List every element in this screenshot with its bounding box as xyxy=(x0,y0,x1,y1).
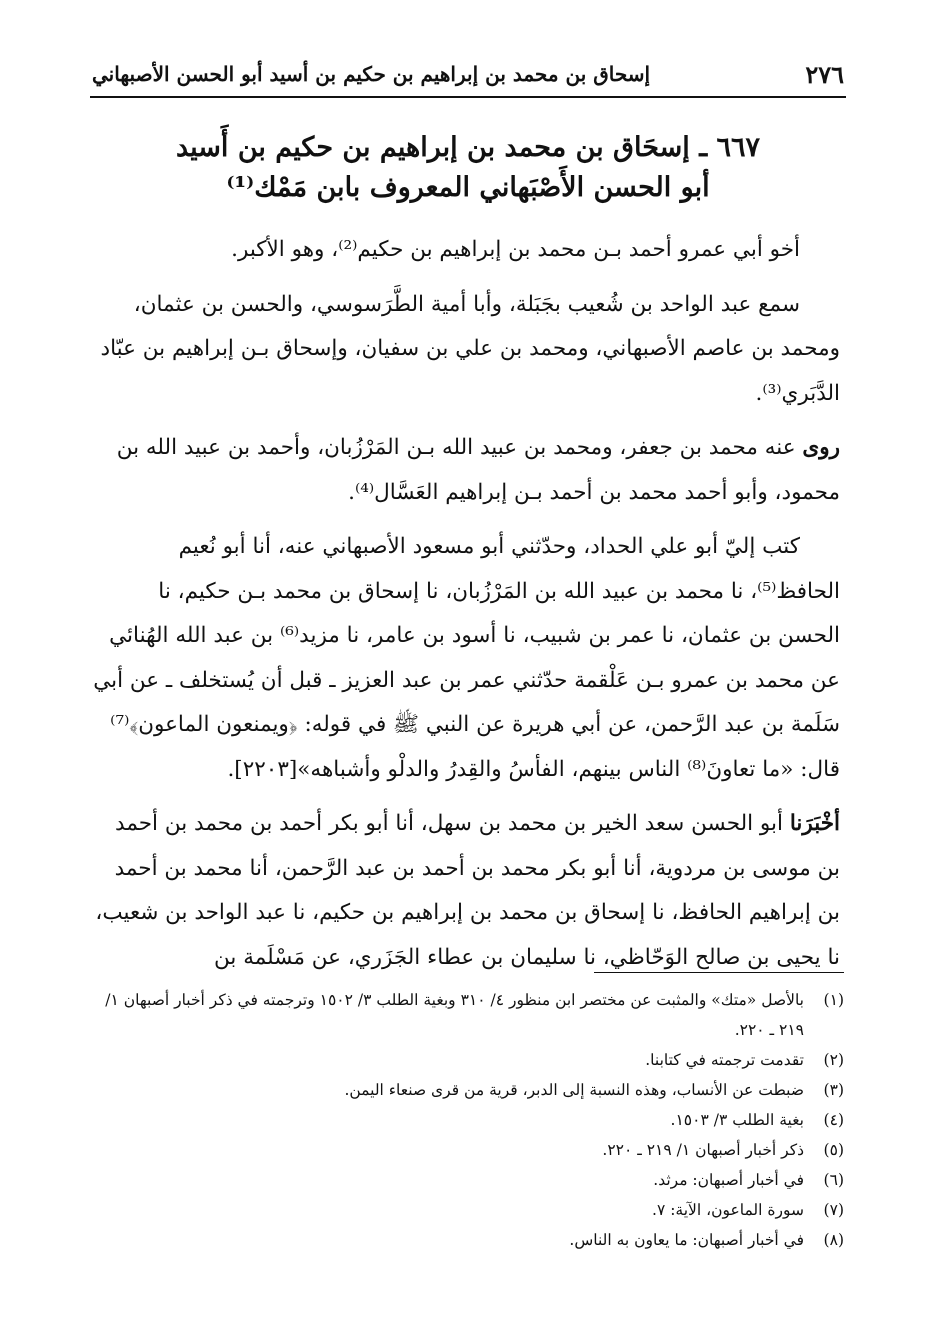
footnote-number: (٥) xyxy=(823,1141,844,1159)
footnote-number: (٧) xyxy=(823,1201,844,1219)
header-rule xyxy=(90,96,846,98)
paragraph xyxy=(90,426,840,515)
footnote-text: ضبطت عن الأنساب، وهذه النسبة إلى الدبر، قرية من قرى صنعاء اليمن. xyxy=(344,1081,804,1099)
paragraph xyxy=(90,525,840,792)
paragraph-text: كتب إليّ أبو علي الحداد، وحدّثني أبو مسعود الأصبهاني عنه، أنا أبو نُعيم الحافظ⁽⁵⁾، نا محمد بن عبيد الله بن المَرْزُبان، نا إسحاق بن محمد بـن حكيم، نا الحسن بن عثمان، نا عمر بن شبيب، نا أسود بن عامر، نا مزيد⁽⁶⁾ بن عبد الله الهُنائي عن محمد بن عمرو بـن عَلْقمة حدّثني عمر بن عبد العزيز ـ قبل أن يُستخلف ـ عن أبي سَلَمة بن عبد الرَّحمن، عن أبي هريرة عن النبي ﷺ في قوله: ﴿ويمنعون الماعون﴾⁽⁷⁾ قال: «ما تعاونَ⁽⁸⁾ الناس بينهم، الفأسُ والقِدرُ والدلْو وأشباهه»[٢٢٠٣]. xyxy=(93,534,840,782)
footnote xyxy=(90,1045,844,1075)
footnote-text: ذكر أخبار أصبهان ١/ ٢١٩ ـ ٢٢٠. xyxy=(602,1141,804,1159)
footnote-number: (٤) xyxy=(823,1111,844,1129)
footnote-number: (٨) xyxy=(823,1231,844,1249)
footnote-number: (٢) xyxy=(823,1051,844,1069)
page-number: ٢٧٦ xyxy=(805,60,844,89)
footnote-text: تقدمت ترجمته في كتابنا. xyxy=(645,1051,804,1069)
footnote xyxy=(90,1225,844,1255)
paragraph xyxy=(90,283,840,417)
footnote-text: سورة الماعون، الآية: ٧. xyxy=(652,1201,804,1219)
paragraph-text: أبو الحسن سعد الخير بن محمد بن سهل، أنا أبو بكر أحمد بن محمد بن أحمد بن موسى بن مردوية، أنا أبو بكر محمد بن أحمد بن عبد الرَّحمن، أنا محمد بن أحمد بن إبراهيم الحافظ، نا إسحاق بن محمد بن إبراهيم بن حكيم، نا عبد الواحد بن شعيب، نا يحيى بن صالح الوَحّاظي، نا سليمان بن عطاء الجَزَري، عن مَسْلَمة بن xyxy=(95,811,840,970)
paragraph xyxy=(90,228,840,273)
footnote xyxy=(90,1135,844,1165)
footnote xyxy=(90,1165,844,1195)
footnote xyxy=(90,1075,844,1105)
footnote-number: (٣) xyxy=(823,1081,844,1099)
footnote-text: في أخبار أصبهان: مرثد. xyxy=(653,1171,804,1189)
footnote xyxy=(90,985,844,1045)
paragraph-lead: روى xyxy=(802,435,840,460)
paragraph-text: سمع عبد الواحد بن شُعيب بجَبَلة، وأبا أمية الطَّرَسوسي، والحسن بن عثمان، ومحمد بن عاصم الأصبهاني، ومحمد بن علي بن سفيان، وإسحاق بـن إبراهيم بن عبّاد الدَّبَري⁽³⁾. xyxy=(100,291,840,406)
paragraph xyxy=(90,802,840,980)
footnote-rule xyxy=(594,972,844,973)
entry-title xyxy=(90,128,846,208)
entry-title-line-2: أبو الحسن الأَصْبَهاني المعروف بابن مَمْك⁽¹⁾ xyxy=(226,172,710,203)
running-title: إسحاق بن محمد بن إبراهيم بن حكيم بن أسيد أبو الحسن الأصبهاني xyxy=(92,62,651,86)
paragraph-lead: أخْبَرَنا xyxy=(789,811,840,836)
paragraph-text: عنه محمد بن جعفر، ومحمد بن عبيد الله بـن المَرْزُبان، وأحمد بن عبيد الله بن محمود، وأبو أحمد محمد بن أحمد بـن إبراهيم العَسَّال⁽⁴⁾. xyxy=(116,435,840,505)
footnote xyxy=(90,1195,844,1225)
footnote-text: في أخبار أصبهان: ما يعاون به الناس. xyxy=(569,1231,804,1249)
footnotes xyxy=(90,985,844,1255)
footnote-text: بغية الطلب ٣/ ١٥٠٣. xyxy=(670,1111,804,1129)
footnote-number: (١) xyxy=(823,991,844,1009)
entry-title-line-1: ٦٦٧ ـ إسحَاق بن محمد بن إبراهيم بن حكيم بن أَسيد xyxy=(175,132,761,163)
footnote-number: (٦) xyxy=(823,1171,844,1189)
footnote xyxy=(90,1105,844,1135)
footnote-text: بالأصل «متك» والمثبت عن مختصر ابن منظور ٤/ ٣١٠ وبغية الطلب ٣/ ١٥٠٢ وترجمته في ذكر أخبار أصبهان ١/ ٢١٩ ـ ٢٢٠. xyxy=(105,991,804,1039)
entry-body xyxy=(90,228,840,990)
page-header xyxy=(92,54,844,94)
paragraph-text: أخو أبي عمرو أحمد بـن محمد بن إبراهيم بن حكيم⁽²⁾، وهو الأكبر. xyxy=(231,237,800,262)
